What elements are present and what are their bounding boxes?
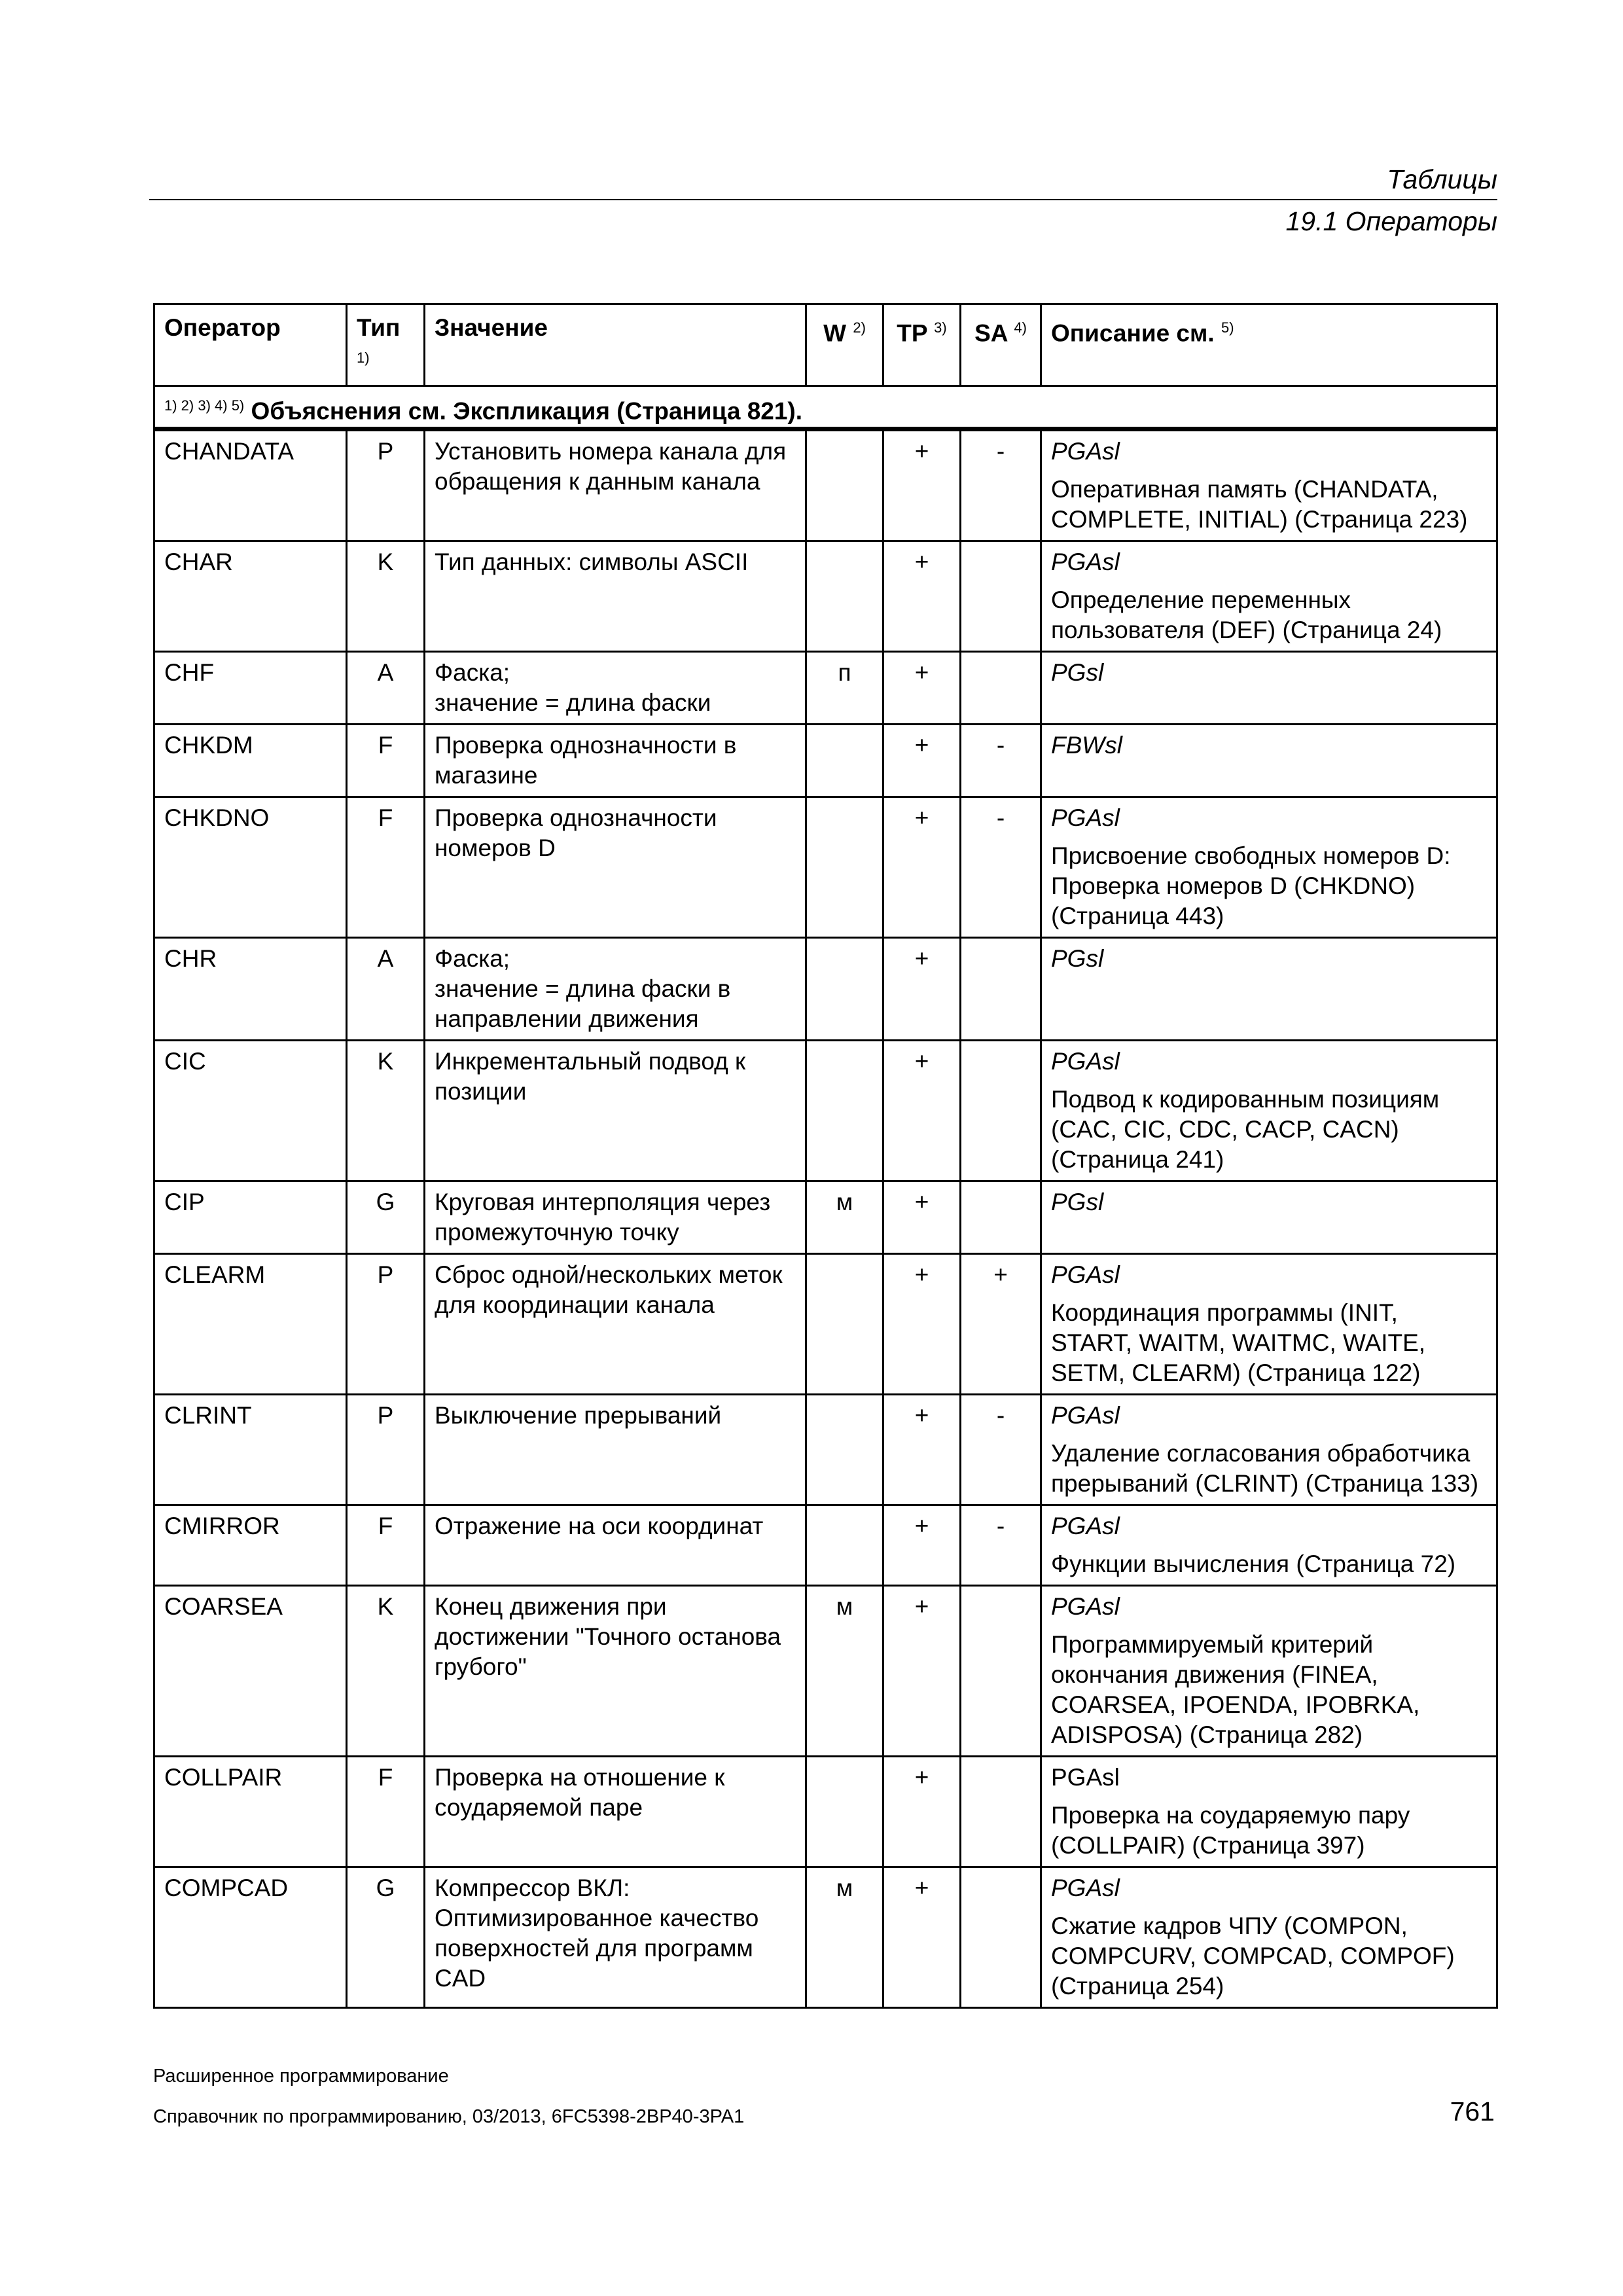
meaning-cell: Тип данных: символы ASCII bbox=[425, 541, 806, 651]
desc-cell bbox=[1041, 937, 1497, 1040]
meaning-cell: Сброс одной/нескольких меток для координации канала bbox=[425, 1253, 806, 1394]
desc-cell bbox=[1041, 429, 1497, 541]
operator-cell: CIC bbox=[154, 1040, 347, 1181]
table-row bbox=[154, 1505, 1497, 1585]
sa-cell: - bbox=[961, 724, 1041, 797]
sa-cell bbox=[961, 651, 1041, 724]
table-row bbox=[154, 1181, 1497, 1253]
meaning-cell: Фаска; значение = длина фаски bbox=[425, 651, 806, 724]
desc-main: PGsl bbox=[1051, 658, 1104, 686]
desc-reference-link[interactable]: Определение переменных пользователя (DEF) (Страница 24) bbox=[1051, 586, 1442, 643]
table-row bbox=[154, 651, 1497, 724]
desc-spacer bbox=[1051, 1077, 1487, 1085]
operator-cell: CHANDATA bbox=[154, 429, 347, 541]
table-row bbox=[154, 1585, 1497, 1756]
sa-cell bbox=[961, 1040, 1041, 1181]
type-cell: K bbox=[347, 1585, 425, 1756]
w-cell bbox=[806, 429, 883, 541]
tp-cell: + bbox=[883, 1253, 961, 1394]
table-row bbox=[154, 1253, 1497, 1394]
w-cell bbox=[806, 797, 883, 937]
sa-cell bbox=[961, 1756, 1041, 1867]
w-cell: м bbox=[806, 1181, 883, 1253]
tp-cell: + bbox=[883, 1585, 961, 1756]
operator-cell: CMIRROR bbox=[154, 1505, 347, 1585]
type-cell: A bbox=[347, 651, 425, 724]
meaning-cell: Круговая интерполяция через промежуточную точку bbox=[425, 1181, 806, 1253]
desc-reference-link[interactable]: Программируемый критерий окончания движения (FINEA, COARSEA, IPOENDA, IPOBRKA, ADISPOSA) (Страница 282) bbox=[1051, 1630, 1420, 1748]
desc-cell bbox=[1041, 1585, 1497, 1756]
header-divider bbox=[149, 199, 1497, 200]
col-operator: Оператор bbox=[154, 304, 347, 386]
operator-cell: CLRINT bbox=[154, 1394, 347, 1505]
type-cell: K bbox=[347, 1040, 425, 1181]
table-row bbox=[154, 1867, 1497, 2007]
sa-cell: - bbox=[961, 1505, 1041, 1585]
desc-main: PGAsl bbox=[1051, 548, 1120, 575]
tp-cell: + bbox=[883, 429, 961, 541]
desc-cell bbox=[1041, 1040, 1497, 1181]
table-row bbox=[154, 1040, 1497, 1181]
desc-spacer bbox=[1051, 833, 1487, 841]
meaning-cell: Установить номера канала для обращения к данным канала bbox=[425, 429, 806, 541]
desc-main: PGAsl bbox=[1051, 804, 1120, 831]
col-meaning: Значение bbox=[425, 304, 806, 386]
sa-cell bbox=[961, 1867, 1041, 2007]
operator-cell: COLLPAIR bbox=[154, 1756, 347, 1867]
desc-main: PGAsl bbox=[1051, 1047, 1120, 1075]
desc-main: PGsl bbox=[1051, 1188, 1104, 1215]
desc-cell bbox=[1041, 797, 1497, 937]
legend-row bbox=[154, 386, 1497, 429]
desc-reference-link[interactable]: Функции вычисления (Страница 72) bbox=[1051, 1550, 1456, 1577]
w-cell bbox=[806, 937, 883, 1040]
col-sa: SA $^{4)}$ bbox=[961, 304, 1041, 386]
desc-spacer bbox=[1051, 1431, 1487, 1439]
desc-cell bbox=[1041, 651, 1497, 724]
desc-cell bbox=[1041, 541, 1497, 651]
desc-reference-link[interactable]: Оперативная память (CHANDATA, COMPLETE, INITIAL) (Страница 223) bbox=[1051, 475, 1468, 533]
sa-cell bbox=[961, 937, 1041, 1040]
desc-main: FBWsl bbox=[1051, 731, 1122, 759]
desc-main: PGAsl bbox=[1051, 1261, 1120, 1288]
table-row bbox=[154, 937, 1497, 1040]
tp-cell: + bbox=[883, 1505, 961, 1585]
w-cell bbox=[806, 1505, 883, 1585]
w-cell: м bbox=[806, 1585, 883, 1756]
table-row bbox=[154, 1756, 1497, 1867]
w-cell bbox=[806, 724, 883, 797]
meaning-cell: Проверка на отношение к соударяемой паре bbox=[425, 1756, 806, 1867]
desc-spacer bbox=[1051, 1622, 1487, 1630]
desc-spacer bbox=[1051, 577, 1487, 585]
desc-reference-link[interactable]: Присвоение свободных номеров D: Проверка номеров D (CHKDNO) (Страница 443) bbox=[1051, 842, 1451, 929]
footer-reference: Справочник по программированию, 03/2013, 6FC5398-2BP40-3PA1 bbox=[153, 2106, 745, 2127]
desc-cell bbox=[1041, 1394, 1497, 1505]
desc-spacer bbox=[1051, 1793, 1487, 1801]
meaning-cell: Инкрементальный подвод к позиции bbox=[425, 1040, 806, 1181]
w-cell: п bbox=[806, 651, 883, 724]
desc-main: PGsl bbox=[1051, 944, 1104, 972]
w-cell bbox=[806, 1253, 883, 1394]
tp-cell: + bbox=[883, 937, 961, 1040]
col-tp: TP $^{3)}$ bbox=[883, 304, 961, 386]
sa-cell: - bbox=[961, 797, 1041, 937]
type-cell: G bbox=[347, 1181, 425, 1253]
w-cell bbox=[806, 541, 883, 651]
desc-cell bbox=[1041, 1867, 1497, 2007]
tp-cell: + bbox=[883, 651, 961, 724]
type-cell: P bbox=[347, 1394, 425, 1505]
desc-main: PGAsl bbox=[1051, 1592, 1120, 1620]
tp-cell: + bbox=[883, 1040, 961, 1181]
desc-reference-link[interactable]: Подвод к кодированным позициям (CAC, CIC, CDC, CACP, CACN) (Страница 241) bbox=[1051, 1085, 1440, 1173]
tp-cell: + bbox=[883, 1756, 961, 1867]
footer-book-title: Расширенное программирование bbox=[153, 2066, 449, 2087]
type-cell: K bbox=[347, 541, 425, 651]
chapter-title: Таблицы bbox=[1387, 164, 1497, 194]
meaning-cell: Проверка однозначности в магазине bbox=[425, 724, 806, 797]
sa-cell bbox=[961, 1585, 1041, 1756]
legend-text: $^{1) 2) 3) 4) 5)}$ Объяснения см. Экспликация (Страница 821). bbox=[154, 386, 1497, 429]
desc-main: PGAsl bbox=[1051, 1401, 1120, 1429]
sa-cell: - bbox=[961, 429, 1041, 541]
tp-cell: + bbox=[883, 541, 961, 651]
operator-cell: CHF bbox=[154, 651, 347, 724]
desc-cell bbox=[1041, 1756, 1497, 1867]
operator-cell: COARSEA bbox=[154, 1585, 347, 1756]
desc-spacer bbox=[1051, 1541, 1487, 1549]
meaning-cell: Отражение на оси координат bbox=[425, 1505, 806, 1585]
desc-reference-link[interactable]: Сжатие кадров ЧПУ (COMPON, COMPCURV, COMPCAD, COMPOF) (Страница 254) bbox=[1051, 1912, 1455, 2000]
type-cell: P bbox=[347, 429, 425, 541]
type-cell: A bbox=[347, 937, 425, 1040]
meaning-cell: Компрессор ВКЛ: Оптимизированное качество поверхностей для программ CAD bbox=[425, 1867, 806, 2007]
operator-cell: CHKDM bbox=[154, 724, 347, 797]
tp-cell: + bbox=[883, 724, 961, 797]
table-header-row bbox=[154, 304, 1497, 386]
type-cell: G bbox=[347, 1867, 425, 2007]
desc-reference-link[interactable]: Удаление согласования обработчика прерываний (CLRINT) (Страница 133) bbox=[1051, 1439, 1479, 1497]
col-desc: Описание см. $^{5)}$ bbox=[1041, 304, 1497, 386]
table-body bbox=[154, 429, 1497, 2007]
operators-table bbox=[153, 303, 1498, 2009]
desc-reference-link[interactable]: Проверка на соударяемую пару (COLLPAIR) (Страница 397) bbox=[1051, 1801, 1410, 1859]
page-number: 761 bbox=[1450, 2096, 1495, 2126]
desc-cell bbox=[1041, 1505, 1497, 1585]
meaning-cell: Фаска; значение = длина фаски в направлении движения bbox=[425, 937, 806, 1040]
operator-cell: CHKDNO bbox=[154, 797, 347, 937]
type-cell: F bbox=[347, 1505, 425, 1585]
table-row bbox=[154, 541, 1497, 651]
sa-cell: - bbox=[961, 1394, 1041, 1505]
desc-cell bbox=[1041, 1253, 1497, 1394]
desc-main: PGAsl bbox=[1051, 1874, 1120, 1901]
desc-main: PGAsl bbox=[1051, 437, 1120, 465]
desc-spacer bbox=[1051, 467, 1487, 475]
operator-cell: CIP bbox=[154, 1181, 347, 1253]
meaning-cell: Выключение прерываний bbox=[425, 1394, 806, 1505]
meaning-cell: Проверка однозначности номеров D bbox=[425, 797, 806, 937]
type-cell: P bbox=[347, 1253, 425, 1394]
type-cell: F bbox=[347, 724, 425, 797]
desc-cell bbox=[1041, 724, 1497, 797]
col-type: Тип $^{1)}$ bbox=[347, 304, 425, 386]
meaning-cell: Конец движения при достижении "Точного останова грубого" bbox=[425, 1585, 806, 1756]
table-row bbox=[154, 724, 1497, 797]
type-cell: F bbox=[347, 1756, 425, 1867]
desc-spacer bbox=[1051, 1903, 1487, 1911]
operator-cell: CHAR bbox=[154, 541, 347, 651]
sa-cell: + bbox=[961, 1253, 1041, 1394]
w-cell bbox=[806, 1756, 883, 1867]
table-row bbox=[154, 429, 1497, 541]
tp-cell: + bbox=[883, 1394, 961, 1505]
desc-main: PGAsl bbox=[1051, 1763, 1120, 1791]
table-row bbox=[154, 1394, 1497, 1505]
desc-spacer bbox=[1051, 1290, 1487, 1298]
w-cell: м bbox=[806, 1867, 883, 2007]
sa-cell bbox=[961, 541, 1041, 651]
w-cell bbox=[806, 1394, 883, 1505]
operator-cell: CLEARM bbox=[154, 1253, 347, 1394]
operator-cell: CHR bbox=[154, 937, 347, 1040]
type-cell: F bbox=[347, 797, 425, 937]
operator-cell: COMPCAD bbox=[154, 1867, 347, 2007]
sa-cell bbox=[961, 1181, 1041, 1253]
tp-cell: + bbox=[883, 1181, 961, 1253]
section-title: 19.1 Операторы bbox=[1285, 206, 1497, 236]
tp-cell: + bbox=[883, 1867, 961, 2007]
w-cell bbox=[806, 1040, 883, 1181]
table-row bbox=[154, 797, 1497, 937]
col-w: W $^{2)}$ bbox=[806, 304, 883, 386]
desc-cell bbox=[1041, 1181, 1497, 1253]
desc-reference-link[interactable]: Координация программы (INIT, START, WAITM, WAITMC, WAITE, SETM, CLEARM) (Страница 122) bbox=[1051, 1299, 1426, 1386]
tp-cell: + bbox=[883, 797, 961, 937]
desc-main: PGAsl bbox=[1051, 1512, 1120, 1539]
